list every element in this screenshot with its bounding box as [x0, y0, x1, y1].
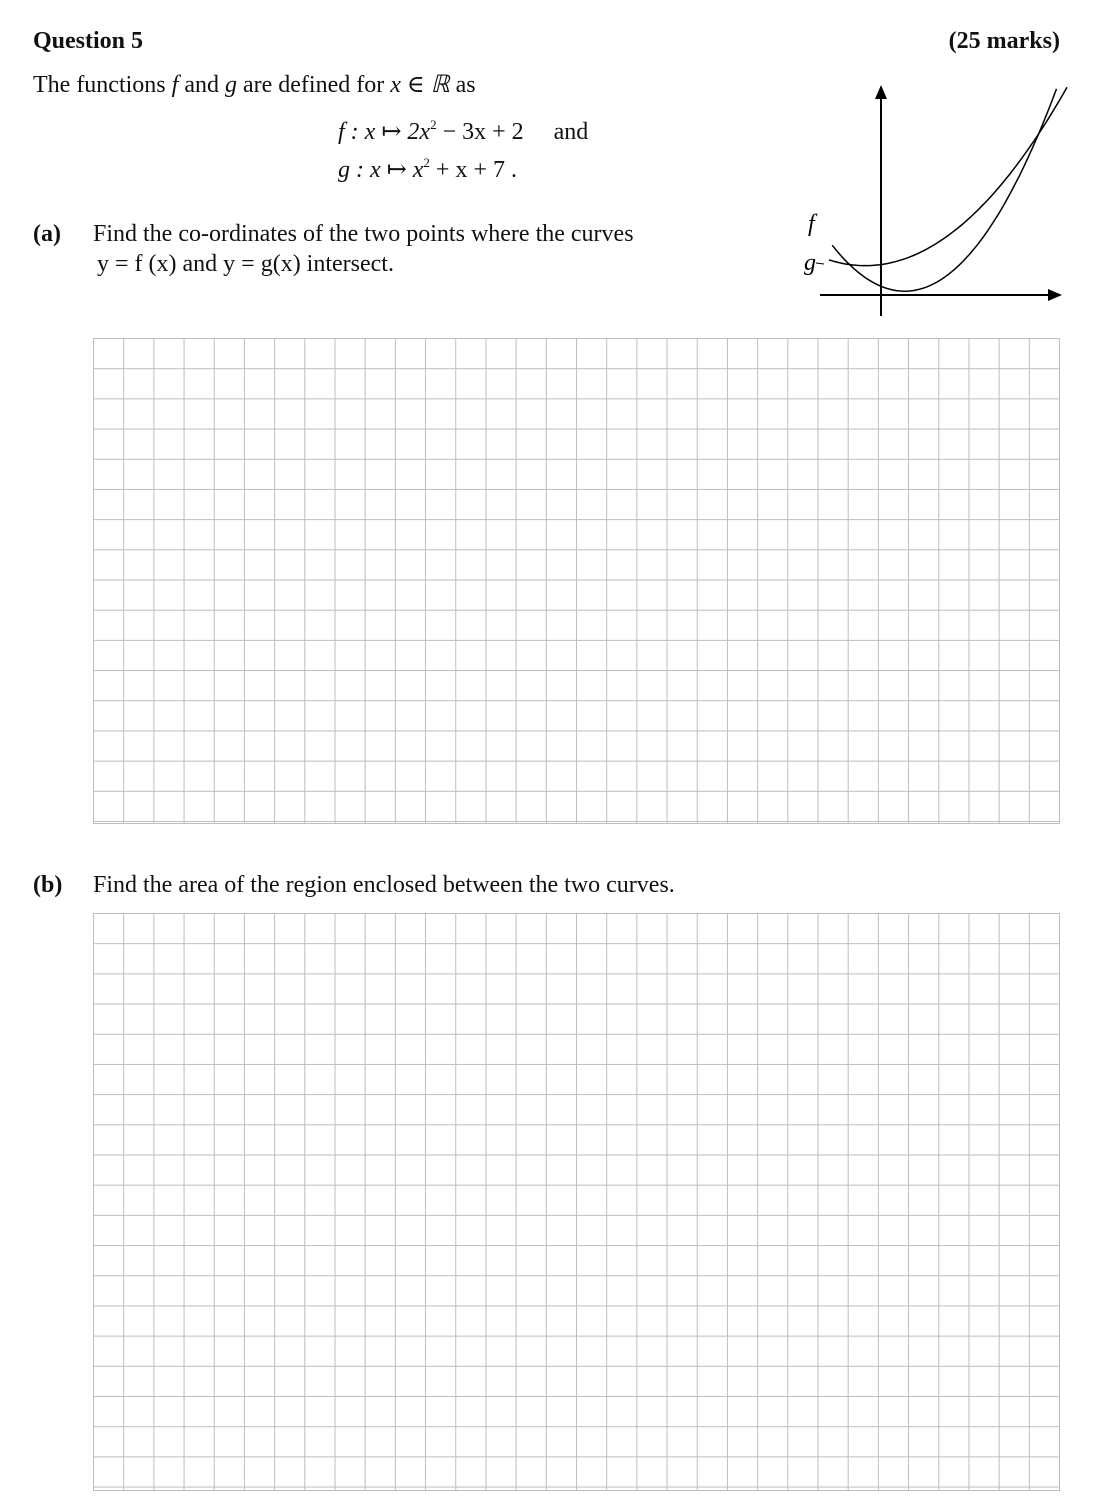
x-axis-arrow-icon	[1048, 289, 1062, 301]
f-symbol: f	[171, 72, 179, 98]
g-symbol: g	[224, 72, 237, 98]
part-b-text: Find the area of the region enclosed between the two curves.	[93, 872, 675, 898]
marks-total: (25 marks)	[948, 28, 1060, 54]
intro-text: The functions f and g are defined for x ∈ ℝ as	[33, 72, 476, 98]
part-a-text-line2: y = f (x) and y = g(x) intersect.	[97, 251, 394, 277]
curve-g-label: g	[804, 250, 816, 276]
f-definition: f : x ↦ $2x^2 - 3x + 2$ and	[338, 117, 589, 145]
g-label-tick	[816, 263, 824, 264]
y-axis-arrow-icon	[875, 85, 887, 99]
part-b-label: (b)	[33, 872, 63, 898]
part-a-text: Find the co-ordinates of the two points where the curves	[93, 221, 634, 247]
g-definition: g : x ↦ $x^2 + x + 7$ .	[338, 155, 517, 183]
domain-expression: x ∈ ℝ	[390, 72, 450, 98]
curve-f-label: f	[808, 211, 815, 237]
curve-f	[832, 89, 1056, 291]
part-a-label: (a)	[33, 221, 61, 247]
curves-sketch	[800, 80, 1070, 320]
answer-grid-b[interactable]	[93, 913, 1060, 1491]
answer-grid-a[interactable]	[93, 338, 1060, 824]
question-title: Question 5	[33, 28, 144, 54]
curve-g	[829, 87, 1067, 265]
